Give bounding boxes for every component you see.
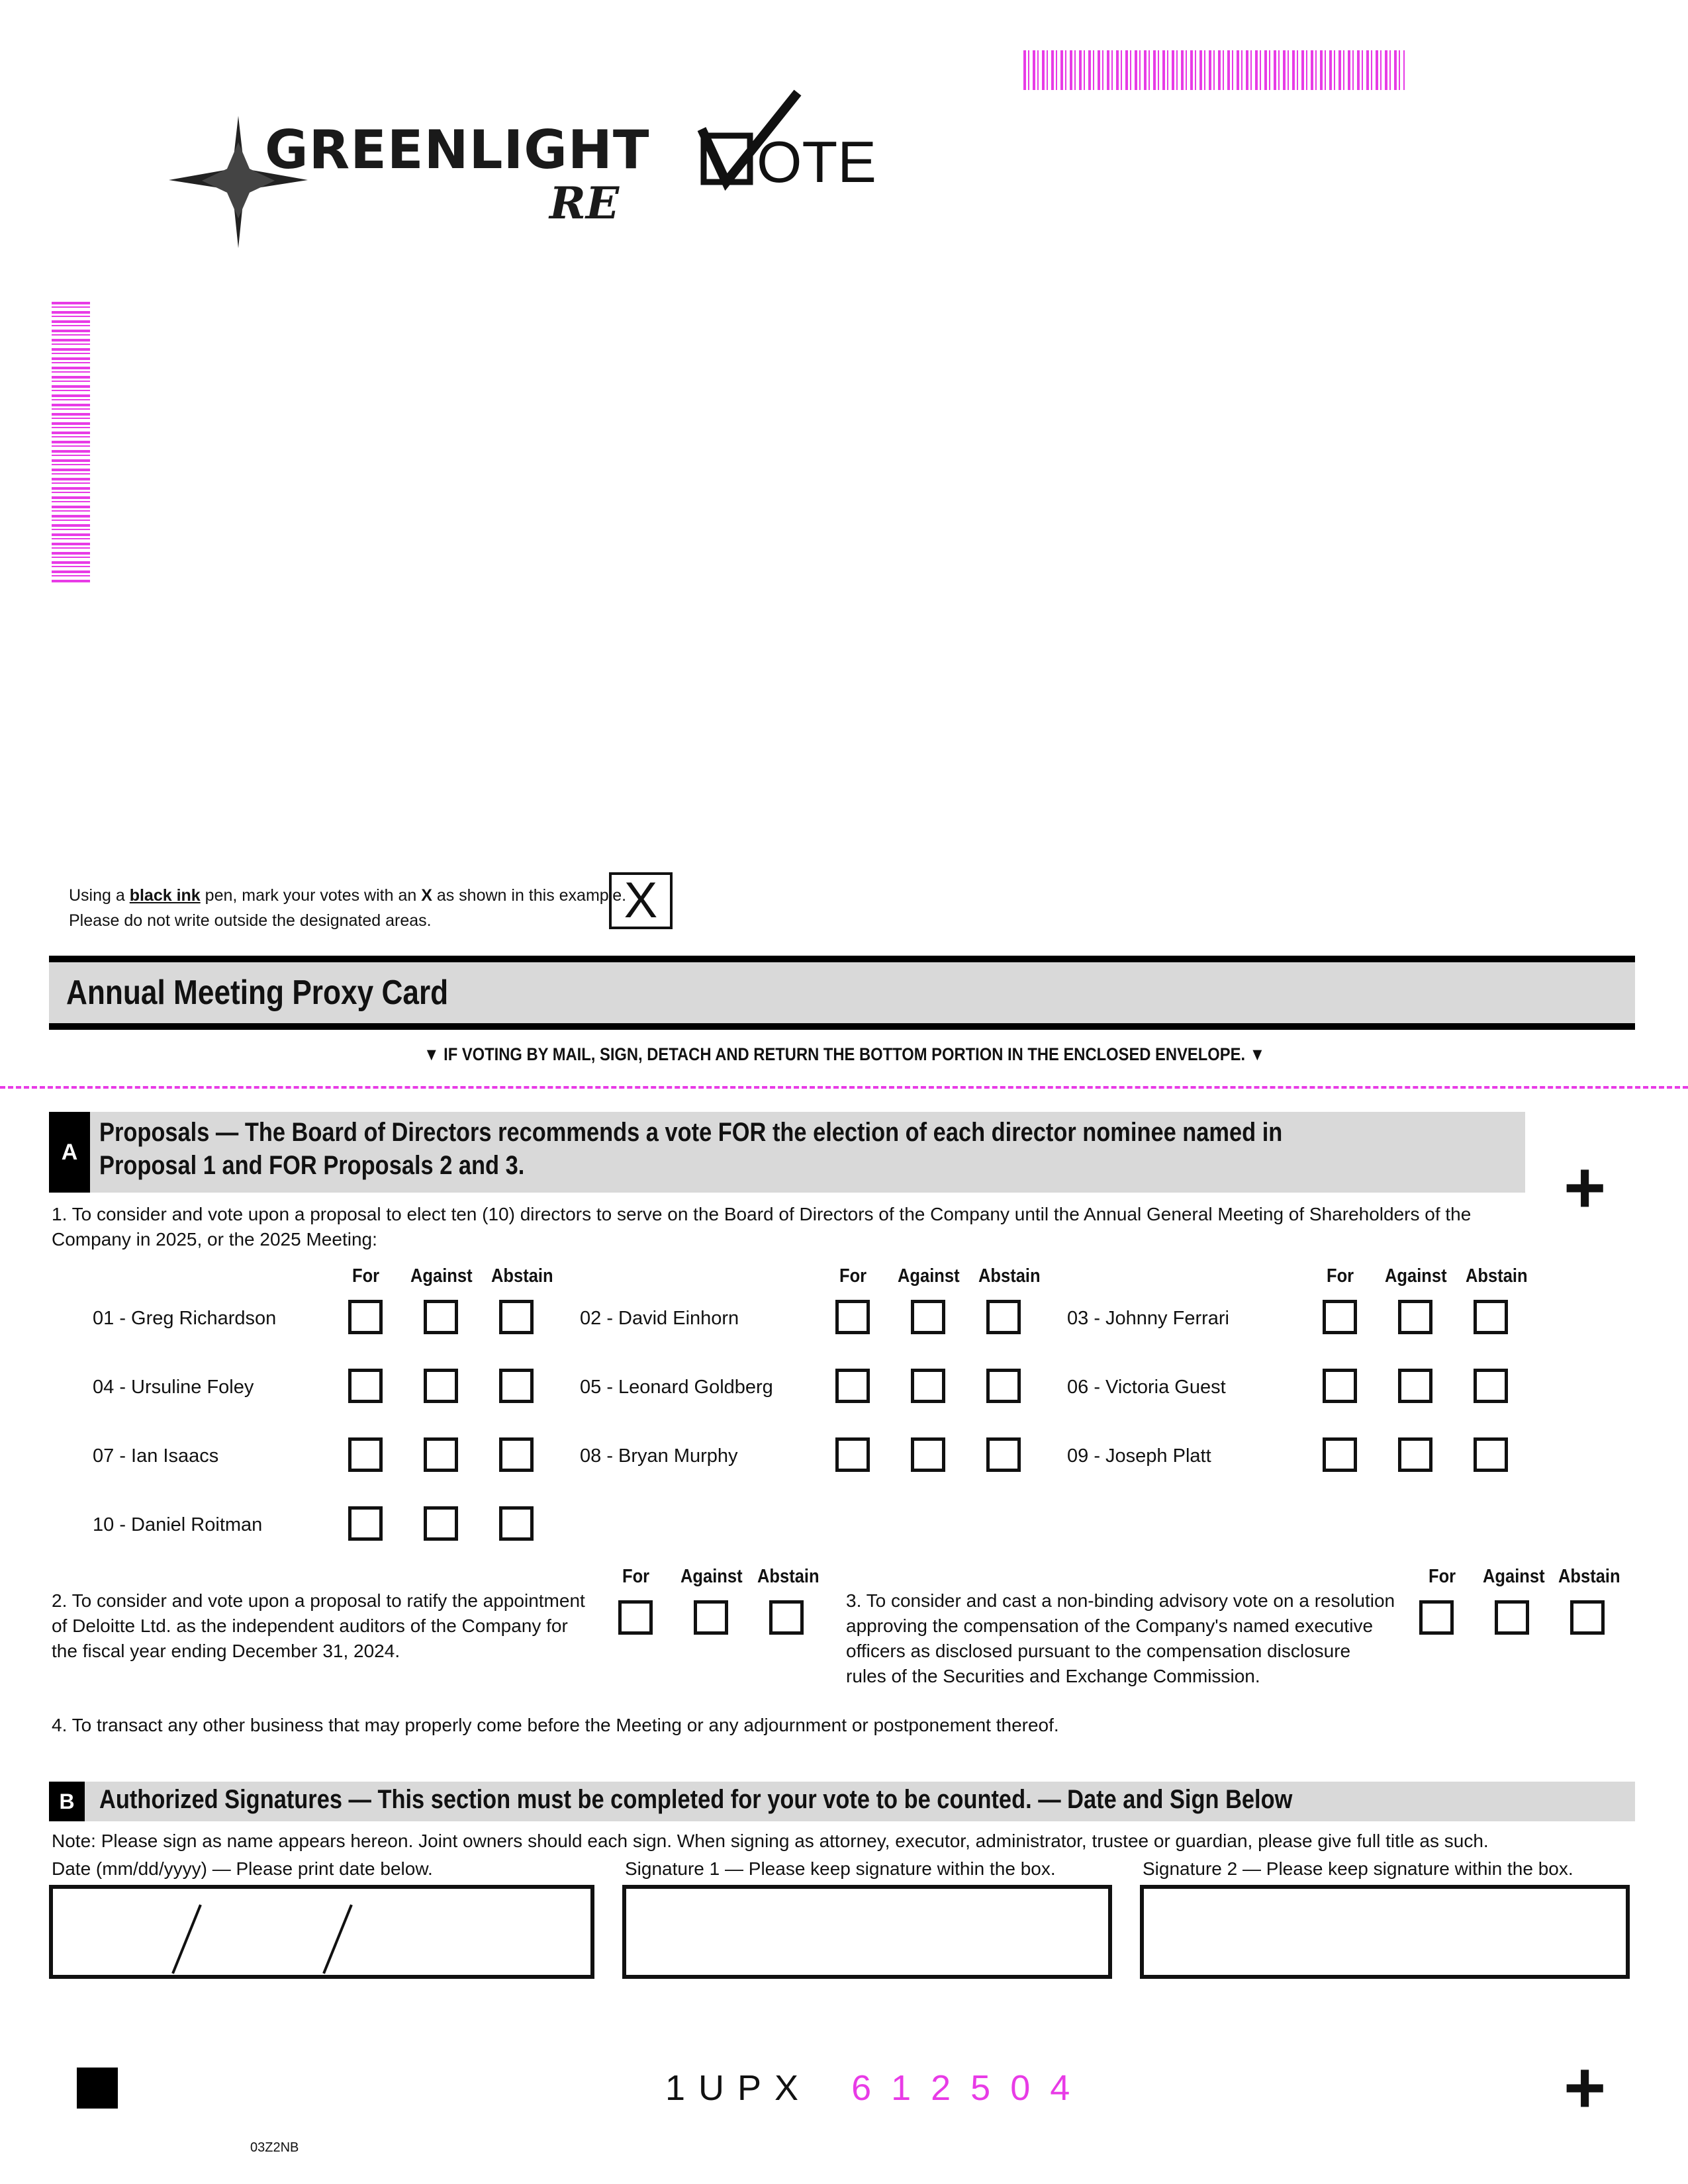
col-for: For xyxy=(1327,1265,1354,1287)
vote-abstain-checkbox[interactable] xyxy=(499,1369,534,1403)
vote-for-checkbox[interactable] xyxy=(348,1300,383,1334)
date-field[interactable] xyxy=(49,1885,594,1979)
vote-for-checkbox[interactable] xyxy=(1323,1437,1357,1472)
vote-abstain-checkbox[interactable] xyxy=(1474,1300,1508,1334)
proposal-4-text: 4. To transact any other business that may properly come before the Meeting or any adjournment or postponement thereof. xyxy=(52,1715,1059,1735)
date-separator xyxy=(322,1904,353,1974)
vote-for-checkbox[interactable] xyxy=(348,1437,383,1472)
nominee-label: 02 - David Einhorn xyxy=(580,1308,739,1329)
form-code-letters: 1UPX xyxy=(665,2068,812,2108)
signature-1-label: Signature 1 — Please keep signature within the box. xyxy=(625,1858,1056,1879)
page-title: Annual Meeting Proxy Card xyxy=(66,974,449,1012)
logo-company-suffix: RE xyxy=(549,177,620,229)
signature-1-field[interactable] xyxy=(622,1885,1112,1979)
section-b-heading: Authorized Signatures — This section must be completed for your vote to be counted. — Date and Sign Below xyxy=(99,1785,1293,1814)
black-ink-emphasis: black ink xyxy=(129,886,201,905)
vote-for-checkbox[interactable] xyxy=(835,1437,870,1472)
section-a-heading: Proposals — The Board of Directors recommends a vote FOR the election of each director nominee named in Proposal 1 and FOR Proposals 2 and 3. xyxy=(99,1118,1283,1180)
date-separator xyxy=(171,1904,202,1974)
section-a-letter: A xyxy=(49,1112,90,1193)
vote-against-checkbox[interactable] xyxy=(911,1300,945,1334)
mail-instructions: ▼ IF VOTING BY MAIL, SIGN, DETACH AND RETURN THE BOTTOM PORTION IN THE ENCLOSED ENVELOPE. ▼ xyxy=(424,1044,1266,1064)
example-x-mark: X xyxy=(624,872,658,929)
nominee-label: 05 - Leonard Goldberg xyxy=(580,1377,773,1398)
vote-against-checkbox[interactable] xyxy=(1398,1369,1432,1403)
proposal-1-text: 1. To consider and vote upon a proposal to elect ten (10) directors to serve on the Board of Directors of the Company until the Annual General Meeting of Shareholders of the Company in 2025, or the 2025 Meeting: xyxy=(52,1204,1472,1250)
nominee-label: 08 - Bryan Murphy xyxy=(580,1445,738,1467)
detach-line xyxy=(0,1086,1688,1089)
barcode-top xyxy=(1023,50,1405,90)
vote-against-checkbox[interactable] xyxy=(1398,1300,1432,1334)
col-against: Against xyxy=(1385,1265,1447,1287)
vote-abstain-checkbox[interactable] xyxy=(986,1300,1021,1334)
form-code-number: 612504 xyxy=(851,2068,1090,2108)
small-code: 03Z2NB xyxy=(250,2140,299,2155)
nominee-label: 10 - Daniel Roitman xyxy=(93,1514,263,1535)
col-abstain: Abstain xyxy=(978,1265,1041,1287)
vote-for-checkbox[interactable] xyxy=(1323,1300,1357,1334)
vote-for-checkbox[interactable] xyxy=(348,1506,383,1541)
col-for: For xyxy=(1429,1566,1456,1587)
barcode-left xyxy=(52,302,90,584)
nominee-label: 01 - Greg Richardson xyxy=(93,1308,277,1329)
vote-against-checkbox[interactable] xyxy=(424,1506,458,1541)
instructions: Using a black ink pen, mark your votes with an X as shown in this example. Please do not write outside the designated areas. xyxy=(69,886,627,930)
col-against: Against xyxy=(680,1566,743,1587)
col-for: For xyxy=(622,1566,650,1587)
proposal-2-text: 2. To consider and vote upon a proposal to ratify the appointment of Deloitte Ltd. as the independent auditors of the Company for the fiscal year ending December 31, 2024. xyxy=(52,1590,585,1661)
vote-abstain-checkbox[interactable] xyxy=(1474,1369,1508,1403)
section-b-letter: B xyxy=(49,1782,85,1821)
col-for: For xyxy=(352,1265,380,1287)
col-against: Against xyxy=(898,1265,960,1287)
vote-abstain-checkbox[interactable] xyxy=(499,1506,534,1541)
vote-against-checkbox[interactable] xyxy=(694,1600,728,1635)
vote-abstain-checkbox[interactable] xyxy=(1570,1600,1605,1635)
vote-for-checkbox[interactable] xyxy=(835,1300,870,1334)
vote-against-checkbox[interactable] xyxy=(424,1369,458,1403)
col-for: For xyxy=(839,1265,867,1287)
signature-2-field[interactable] xyxy=(1140,1885,1630,1979)
vote-abstain-checkbox[interactable] xyxy=(986,1437,1021,1472)
vote-against-checkbox[interactable] xyxy=(424,1437,458,1472)
nominee-label: 09 - Joseph Platt xyxy=(1067,1445,1211,1467)
vote-against-checkbox[interactable] xyxy=(911,1369,945,1403)
vote-against-checkbox[interactable] xyxy=(911,1437,945,1472)
nominee-label: 07 - Ian Isaacs xyxy=(93,1445,219,1467)
vote-for-checkbox[interactable] xyxy=(618,1600,653,1635)
col-against: Against xyxy=(410,1265,473,1287)
vote-abstain-checkbox[interactable] xyxy=(986,1369,1021,1403)
vote-abstain-checkbox[interactable] xyxy=(499,1300,534,1334)
col-against: Against xyxy=(1483,1566,1545,1587)
col-abstain: Abstain xyxy=(1558,1566,1620,1587)
signature-note: Note: Please sign as name appears hereon. Joint owners should each sign. When signing as attorney, executor, administrator, trustee or guardian, please give full title as such. xyxy=(52,1831,1489,1851)
registration-plus-top: + xyxy=(1564,1147,1607,1228)
col-abstain: Abstain xyxy=(1466,1265,1528,1287)
col-abstain: Abstain xyxy=(491,1265,553,1287)
example-mark-box xyxy=(609,872,673,929)
date-label: Date (mm/dd/yyyy) — Please print date below. xyxy=(52,1858,433,1879)
form-code xyxy=(665,2068,1090,2109)
vote-abstain-checkbox[interactable] xyxy=(499,1437,534,1472)
vote-against-checkbox[interactable] xyxy=(1495,1600,1529,1635)
vote-for-checkbox[interactable] xyxy=(1323,1369,1357,1403)
nominee-label: 03 - Johnny Ferrari xyxy=(1067,1308,1229,1329)
registration-plus-bottom: + xyxy=(1564,2047,1607,2128)
vote-check-icon xyxy=(698,89,876,195)
nominee-label: 06 - Victoria Guest xyxy=(1067,1377,1226,1398)
vote-against-checkbox[interactable] xyxy=(424,1300,458,1334)
col-abstain: Abstain xyxy=(757,1566,820,1587)
vote-abstain-checkbox[interactable] xyxy=(1474,1437,1508,1472)
nominee-label: 04 - Ursuline Foley xyxy=(93,1377,254,1398)
logo-company-name: GREENLIGHT xyxy=(265,119,650,181)
vote-abstain-checkbox[interactable] xyxy=(769,1600,804,1635)
signature-2-label: Signature 2 — Please keep signature within the box. xyxy=(1143,1858,1573,1879)
vote-word: OTE xyxy=(757,129,876,195)
registration-square xyxy=(77,2068,118,2109)
vote-for-checkbox[interactable] xyxy=(348,1369,383,1403)
vote-for-checkbox[interactable] xyxy=(835,1369,870,1403)
vote-against-checkbox[interactable] xyxy=(1398,1437,1432,1472)
vote-for-checkbox[interactable] xyxy=(1419,1600,1454,1635)
proposal-3-text: 3. To consider and cast a non-binding advisory vote on a resolution approving the compensation of the Company's named executive officers as disclosed pursuant to the compensation disclosure rules of the Securities and Exchange Commission. xyxy=(846,1590,1395,1686)
